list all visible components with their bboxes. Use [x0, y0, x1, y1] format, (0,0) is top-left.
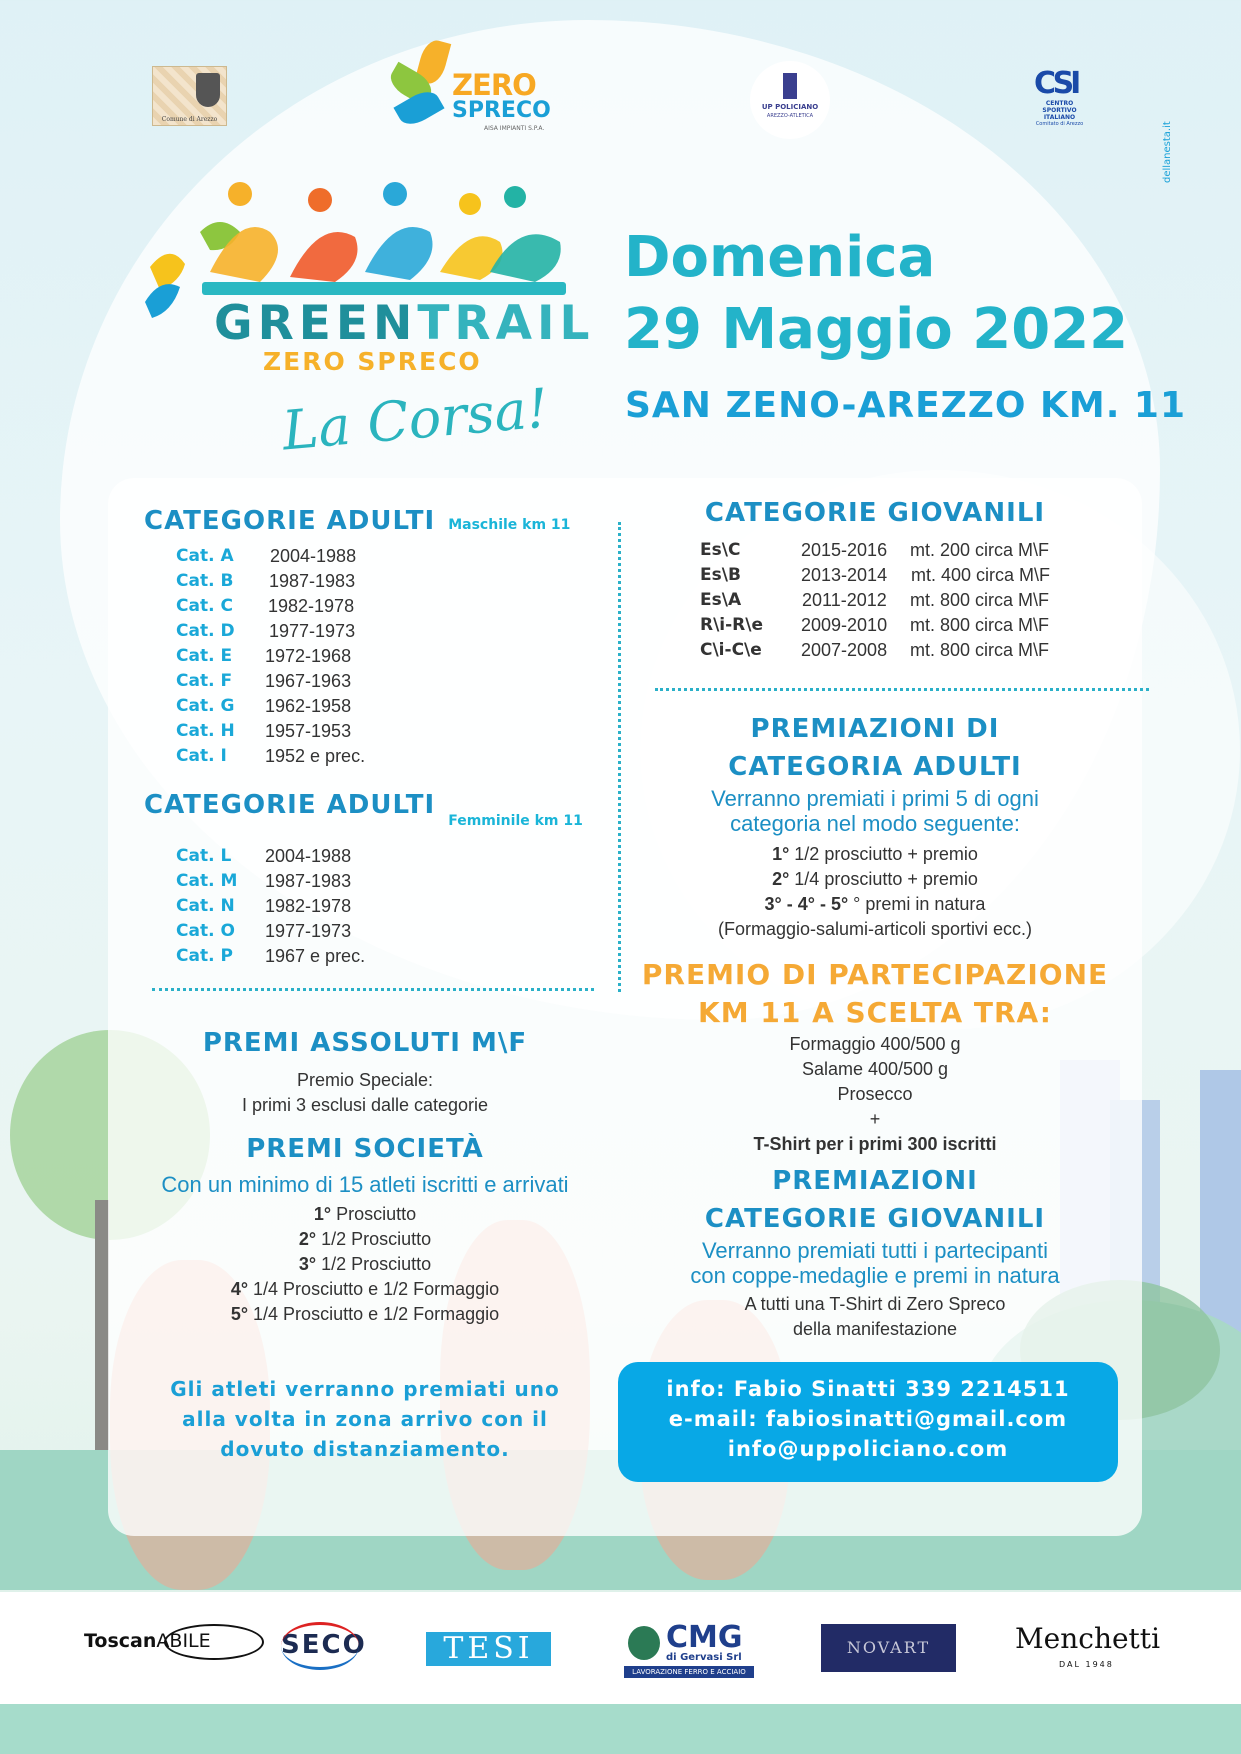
sponsors-footer	[0, 1592, 1241, 1704]
cat-code: Cat. I	[176, 746, 227, 766]
event-date: 29 Maggio 2022	[624, 297, 1129, 362]
cat-code: Es\C	[700, 540, 741, 560]
up-policiano-logo	[750, 61, 830, 139]
prize-line	[130, 1277, 600, 1302]
giovanili-title: CATEGORIE GIOVANILI	[704, 498, 1046, 528]
designer-credit: dellanesta.it	[1162, 121, 1173, 183]
cat-years: 1982-1978	[268, 596, 355, 616]
societa-title: PREMI SOCIETÀ	[246, 1134, 484, 1164]
toscanabile-text-b: ABILE	[156, 1630, 211, 1652]
prize-line	[655, 867, 1095, 892]
cat-years: 2015-2016	[801, 540, 888, 560]
list-item	[176, 596, 426, 621]
title-green: GREEN	[214, 296, 418, 351]
toscanabile-text: Toscan	[84, 1630, 157, 1652]
contact-email[interactable]: e-mail: fabiosinatti@gmail.com	[668, 1407, 1068, 1431]
prize-line	[655, 842, 1095, 867]
cat-distance: mt. 800 circa M\F	[910, 640, 1050, 660]
bottom-strip	[0, 1704, 1241, 1754]
cat-years: 1977-1973	[265, 921, 352, 941]
cat-code: Cat. E	[176, 646, 233, 666]
prize-line	[655, 892, 1095, 917]
cat-years: 1972-1968	[265, 646, 352, 666]
cat-code: Cat. N	[176, 896, 235, 916]
menchetti-text: Menchetti	[1015, 1622, 1161, 1655]
premiazioni-giovanili-desc: Verranno premiati tutti i partecipanti	[701, 1238, 1049, 1263]
title-trail: TRAIL	[417, 296, 595, 351]
prize-note: (Formaggio-salumi-articoli sportivi ecc.)	[717, 919, 1033, 939]
list-item	[176, 571, 426, 596]
green-trail-title	[214, 296, 594, 351]
list-item	[700, 590, 1100, 615]
horizontal-divider	[152, 988, 594, 991]
contact-email-secondary[interactable]: info@uppoliciano.com	[727, 1437, 1009, 1461]
comune-label: Comune di Arezzo	[161, 116, 218, 123]
cat-years: 1957-1953	[265, 721, 352, 741]
cat-distance: mt. 400 circa M\F	[911, 565, 1051, 585]
csi-mark: CSI	[1034, 66, 1078, 101]
comune-arezzo-logo	[152, 66, 227, 126]
adulti-maschile-list	[176, 546, 426, 771]
crest-icon	[196, 73, 220, 107]
cat-code: Es\A	[700, 590, 742, 610]
event-day: Domenica	[624, 225, 936, 290]
prize-pos: 3° - 4° - 5°	[764, 894, 849, 914]
partecipazione-item: +	[869, 1109, 881, 1129]
premiazioni-giovanili-note: A tutti una T-Shirt di Zero Spreco	[744, 1294, 1006, 1314]
list-item	[176, 546, 426, 571]
contact-phone: info: Fabio Sinatti 339 2214511	[666, 1377, 1070, 1401]
list-item	[176, 671, 426, 696]
cat-code: Cat. H	[176, 721, 235, 741]
prize-pos: 2°	[772, 869, 790, 889]
cat-years: 1987-1983	[265, 871, 352, 891]
prize-text: 1/4 Prosciutto e 1/2 Formaggio	[248, 1279, 500, 1299]
premiazioni-adulti-desc: categoria nel modo seguente:	[730, 811, 1020, 836]
cat-code: R\i-R\e	[700, 615, 764, 635]
cat-years: 1962-1958	[265, 696, 352, 716]
assoluti-section	[130, 1024, 600, 1118]
prize-line	[130, 1302, 600, 1327]
adulti-maschile-title: CATEGORIE ADULTI	[144, 506, 436, 536]
prize-line	[130, 1252, 600, 1277]
adulti-maschile-header	[144, 506, 570, 536]
cat-years: 2011-2012	[802, 590, 887, 610]
prize-pos: 2°	[298, 1229, 317, 1249]
awards-note-line: alla volta in zona arrivo con il	[182, 1407, 548, 1431]
premiazioni-adulti-section	[655, 710, 1095, 942]
prize-pos: 1°	[772, 844, 790, 864]
awards-note-line: dovuto distanziamento.	[220, 1437, 510, 1461]
partecipazione-item: Formaggio 400/500 g	[789, 1034, 961, 1054]
adulti-femminile-list	[176, 846, 426, 971]
prize-line	[130, 1202, 600, 1227]
cmg-sub: di Gervasi Srl	[666, 1652, 742, 1663]
cat-code: C\i-C\e	[700, 640, 762, 660]
prize-pos: 1°	[313, 1204, 332, 1224]
societa-desc: Con un minimo di 15 atleti iscritti e arrivati	[161, 1172, 569, 1197]
tree-trunk	[95, 1200, 109, 1470]
up-logo-name: UP POLICIANO	[761, 103, 819, 111]
up-logo-sub: AREZZO-ATLETICA	[766, 113, 814, 119]
cat-years: 2013-2014	[801, 565, 888, 585]
partecipazione-item: Prosecco	[837, 1084, 913, 1104]
cat-code: Cat. P	[176, 946, 233, 966]
cat-years: 1952 e prec.	[265, 746, 366, 766]
horizontal-divider	[655, 688, 1149, 691]
arc-icon	[281, 1622, 359, 1670]
menchetti-dal: DAL 1948	[1059, 1660, 1114, 1669]
cat-code: Cat. B	[176, 571, 234, 591]
toscanabile-logo	[84, 1630, 211, 1674]
cmg-text: CMG	[666, 1620, 743, 1655]
premiazioni-giovanili-title-1: PREMIAZIONI	[772, 1166, 978, 1196]
cat-years: 2004-1988	[270, 546, 357, 566]
prize-pos: 3°	[298, 1254, 317, 1274]
assoluti-line: I primi 3 esclusi dalle categorie	[241, 1095, 489, 1115]
prize-text: Prosciutto	[331, 1204, 417, 1224]
adulti-maschile-tag: Maschile km 11	[448, 517, 571, 533]
cat-code: Cat. L	[176, 846, 232, 866]
logo-subtitle: ZERO SPRECO	[263, 347, 482, 376]
list-item	[700, 565, 1100, 590]
premiazioni-adulti-desc: Verranno premiati i primi 5 di ogni	[711, 786, 1039, 811]
cat-code: Cat. A	[176, 546, 234, 566]
cat-years: 1967 e prec.	[265, 946, 366, 966]
tower-icon	[783, 73, 797, 99]
cat-code: Cat. M	[176, 871, 238, 891]
list-item	[176, 746, 426, 771]
adulti-femminile-tag: Femminile km 11	[448, 813, 583, 829]
cat-code: Cat. F	[176, 671, 233, 691]
csi-logo	[1032, 66, 1087, 134]
cat-code: Es\B	[700, 565, 741, 585]
giovanili-list	[700, 540, 1100, 665]
seco-logo	[281, 1630, 367, 1674]
cat-distance: mt. 800 circa M\F	[910, 615, 1050, 635]
list-item	[176, 871, 426, 896]
societa-section	[130, 1130, 600, 1327]
cat-code: Cat. C	[176, 596, 233, 616]
premiazioni-giovanili-note: della manifestazione	[792, 1319, 958, 1339]
prize-text: 1/2 Prosciutto	[316, 1229, 432, 1249]
cmg-logo	[624, 1622, 754, 1678]
prize-text: 1/4 Prosciutto e 1/2 Formaggio	[248, 1304, 500, 1324]
assoluti-title: PREMI ASSOLUTI M\F	[202, 1028, 528, 1058]
list-item	[176, 896, 426, 921]
awards-note	[140, 1374, 590, 1464]
adulti-femminile-title: CATEGORIE ADULTI	[144, 790, 436, 820]
zero-spreco-logo	[398, 40, 558, 135]
tesi-logo: TESI	[426, 1632, 551, 1666]
logo-aisa-text: AISA IMPIANTI S.P.A.	[484, 125, 545, 132]
prize-text: 1/4 prosciutto + premio	[789, 869, 978, 889]
cat-years: 2009-2010	[801, 615, 888, 635]
premiazioni-giovanili-desc: con coppe-medaglie e premi in natura	[690, 1263, 1060, 1288]
prize-pos: 4°	[230, 1279, 249, 1299]
partecipazione-tshirt: T-Shirt per i primi 300 iscritti	[753, 1134, 997, 1154]
list-item	[700, 615, 1100, 640]
list-item	[176, 696, 426, 721]
premiazioni-adulti-title-1: PREMIAZIONI DI	[750, 714, 1000, 744]
csi-text-main: CENTRO SPORTIVO ITALIANO	[1042, 100, 1077, 121]
logo-bar	[202, 282, 566, 295]
awards-note-line: Gli atleti verranno premiati uno	[170, 1377, 560, 1401]
premiazioni-giovanili-title-2: CATEGORIE GIOVANILI	[704, 1204, 1046, 1234]
list-item	[700, 640, 1100, 665]
cat-code: Cat. O	[176, 921, 235, 941]
cat-code: Cat. G	[176, 696, 235, 716]
worker-icon	[628, 1626, 660, 1660]
logo-spreco-text: SPRECO	[452, 98, 551, 123]
cat-years: 1982-1978	[265, 896, 352, 916]
prize-line	[130, 1227, 600, 1252]
prize-pos: 5°	[230, 1304, 249, 1324]
cat-years: 1967-1963	[265, 671, 352, 691]
list-item	[176, 621, 426, 646]
premiazioni-adulti-title-2: CATEGORIA ADULTI	[728, 752, 1022, 782]
cat-code: Cat. D	[176, 621, 235, 641]
prize-text: ° premi in natura	[848, 894, 986, 914]
csi-text	[1032, 100, 1087, 128]
cat-years: 1987-1983	[269, 571, 356, 591]
adulti-femminile-header	[144, 790, 583, 829]
list-item	[176, 946, 426, 971]
contacts-box	[618, 1362, 1118, 1482]
csi-text-sub: Comitato di Arezzo	[1035, 121, 1084, 127]
novart-logo: NOVART	[821, 1624, 956, 1672]
cat-years: 2007-2008	[801, 640, 888, 660]
cat-years: 2004-1988	[265, 846, 352, 866]
ring-icon	[164, 1624, 264, 1660]
cmg-line: LAVORAZIONE FERRO E ACCIAIO	[624, 1666, 754, 1678]
seco-text: SECO	[281, 1630, 367, 1660]
event-route: SAN ZENO-AREZZO KM. 11	[625, 385, 1187, 426]
premiazioni-giovanili-section	[640, 1162, 1110, 1342]
list-item	[700, 540, 1100, 565]
menchetti-logo	[1015, 1622, 1161, 1669]
la-corsa-tagline: La Corsa!	[279, 376, 551, 463]
list-item	[176, 921, 426, 946]
prize-text: 1/2 Prosciutto	[316, 1254, 432, 1274]
cat-years: 1977-1973	[269, 621, 356, 641]
cat-distance: mt. 800 circa M\F	[910, 590, 1050, 610]
cat-distance: mt. 200 circa M\F	[910, 540, 1050, 560]
partecipazione-title-1: PREMIO DI PARTECIPAZIONE	[641, 958, 1109, 991]
list-item	[176, 846, 426, 871]
list-item	[176, 721, 426, 746]
vertical-divider	[618, 522, 621, 992]
partecipazione-title-2: KM 11 A SCELTA TRA:	[698, 996, 1052, 1029]
assoluti-line: Premio Speciale:	[296, 1070, 434, 1090]
partecipazione-section	[640, 956, 1110, 1157]
logo-zero-text: ZERO	[452, 68, 536, 102]
prize-text: 1/2 prosciutto + premio	[789, 844, 978, 864]
partecipazione-item: Salame 400/500 g	[801, 1059, 949, 1079]
list-item	[176, 646, 426, 671]
